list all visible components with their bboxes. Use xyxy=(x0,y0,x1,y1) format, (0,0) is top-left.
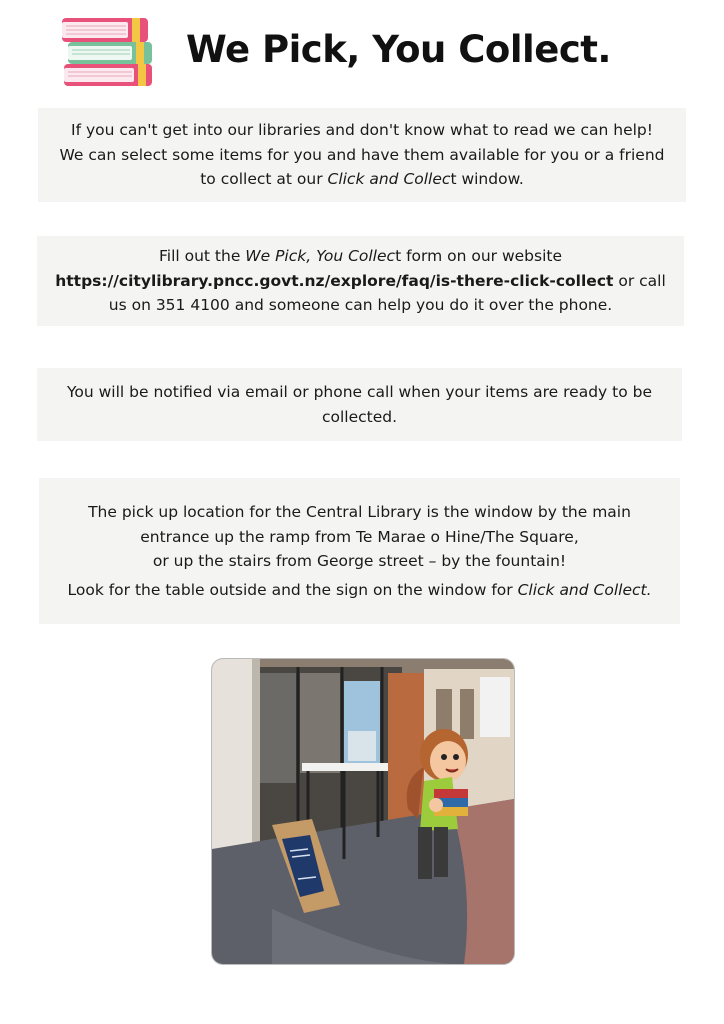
intro-box xyxy=(38,108,686,202)
click-and-collect-emphasis: Click and Collec xyxy=(327,170,451,189)
intro-line-2: We can select some items for you and have them available for you or a friend xyxy=(59,145,665,164)
form-line-3: us on 351 4100 and someone can help you do it over the phone. xyxy=(108,296,613,315)
library-entrance-photo xyxy=(211,658,515,965)
page-title: We Pick, You Collect. xyxy=(186,28,611,71)
notification-line-2: collected. xyxy=(321,407,398,426)
notification-box xyxy=(37,368,682,441)
form-name-emphasis: We Pick, You Collec xyxy=(245,247,396,266)
form-instructions-box xyxy=(37,236,684,326)
notification-line-1: You will be notified via email or phone call when your items are ready to be xyxy=(66,383,653,401)
pickup-line-4: Look for the table outside and the sign on the window for Click and Collect. xyxy=(67,580,652,599)
form-line-1: Fill out the We Pick, You Collect form on our website xyxy=(158,247,563,266)
form-line-2: https://citylibrary.pncc.govt.nz/explore/faq/is-there-click-collect or call xyxy=(55,271,666,290)
book-stack-icon xyxy=(60,12,160,90)
intro-line-1: If you can't get into our libraries and don't know what to read we can help! xyxy=(71,121,653,140)
intro-line-3: to collect at our Click and Collect window. xyxy=(200,170,524,189)
pickup-line-2: entrance up the ramp from Te Marae o Hine/The Square, xyxy=(140,527,579,546)
pickup-line-3: or up the stairs from George street – by the fountain! xyxy=(152,552,567,570)
pickup-location-box xyxy=(39,478,680,624)
pickup-line-1: The pick up location for the Central Library is the window by the main xyxy=(88,503,631,521)
website-url: https://citylibrary.pncc.govt.nz/explore/faq/is-there-click-collect xyxy=(55,271,614,290)
click-and-collect-emphasis-2: Click and Collect. xyxy=(517,580,652,599)
